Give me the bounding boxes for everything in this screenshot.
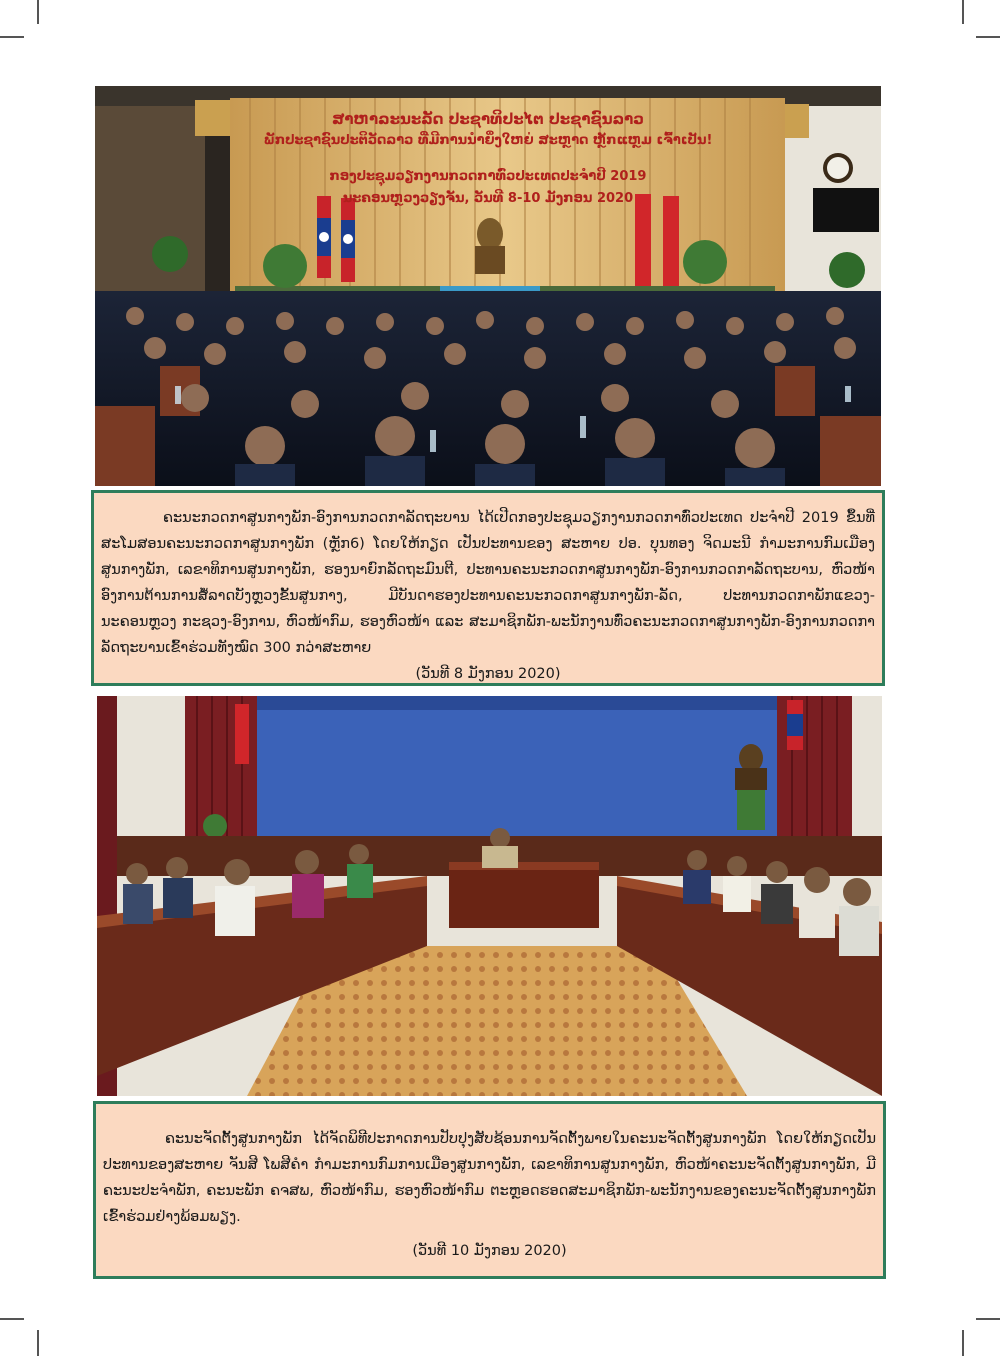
crop-mark-top-left-v xyxy=(37,0,39,24)
caption-box-1 xyxy=(91,490,885,686)
conference-hall-photo xyxy=(95,86,881,486)
crop-mark-bottom-right-h xyxy=(976,1318,1000,1320)
crop-mark-top-right-h xyxy=(976,36,1000,38)
banner-text xyxy=(95,108,881,210)
caption-box-2 xyxy=(93,1101,886,1279)
crop-mark-top-right-v xyxy=(962,0,964,24)
caption-1-text: ຄະນະກວດກາສູນກາງພັກ-ອົງການກວດກາລັດຖະບານ ໄດ້ເປີດກອງປະຊຸມວຽກງານກວດກາທົ່ວປະເທດ ປະຈຳປີ 2019 ຂຶ້ນທີ່ສະໂມສອນຄະນະກວດກາສູນກາງພັກ (ຫຼັກ6) ໂດຍໃຫ້ກຽດ ເປັນປະທານຂອງ ສະຫາຍ ປອ. ບຸນທອງ ຈິດມະນີ ກຳມະການກົມເມືອງສູນກາງພັກ, ເລຂາທິການສູນກາງພັກ, ຮອງນາຍົກລັດຖະມົນຕີ, ປະທານຄະນະກວດກາສູນກາງພັກ-ອົງການກວດກາລັດຖະບານ, ຫົວໜ້າອົງການຕ້ານການສໍ້ລາດບັງຫຼວງຂັ້ນສູນກາງ, ມີບັນດາຮອງປະທານຄະນະກວດກາສູນກາງພັກ-ລັດ, ປະທານກວດກາພັກແຂວງ-ນະຄອນຫຼວງ ກະຊວງ-ອົງການ, ຫົວໜ້າກົມ, ຮອງຫົວໜ້າ ແລະ ສະມາຊິກພັກ-ພະນັກງານທົ່ວຄະນະກວດກາສູນກາງພັກ-ອົງການກວດກາລັດຖະບານເຂົ້າຮ່ວມທັງໝົດ 300 ກວ່າສະຫາຍ xyxy=(101,510,875,656)
crop-mark-bottom-left-h xyxy=(0,1318,24,1320)
meeting-room-photo xyxy=(97,696,882,1096)
banner-line-4: ນະຄອນຫຼວງວຽງຈັນ, ວັນທີ 8-10 ມັງກອນ 2020 xyxy=(342,191,634,206)
crop-mark-bottom-right-v xyxy=(962,1330,964,1356)
caption-1-date: (ວັນທີ 8 ມັງກອນ 2020) xyxy=(415,666,561,682)
caption-2-date: (ວັນທີ 10 ມັງກອນ 2020) xyxy=(412,1243,567,1259)
banner-line-1: ສາຫາລະນະລັດ ປະຊາທິປະໄຕ ປະຊາຊົນລາວ xyxy=(332,110,644,128)
banner-line-3: ກອງປະຊຸມວຽກງານກວດກາທົ່ວປະເທດປະຈຳປີ 2019 xyxy=(329,169,647,184)
crop-mark-top-left-h xyxy=(0,36,24,38)
banner-line-2: ພັກປະຊາຊົນປະຕິວັດລາວ ທີ່ມີການນຳຍິ່ງໃຫຍ່ ສະຫຼາດ ຫຼັກແຫຼມ ເຈົ້າເປັນ! xyxy=(263,133,713,148)
caption-2-text: ຄະນະຈັດຕັ້ງສູນກາງພັກ ໄດ້ຈັດພິທີປະກາດການປັບປຸງສັບຊ້ອນການຈັດຕັ້ງພາຍໃນຄະນະຈັດຕັ້ງສູນກາງພັກ ໂດຍໃຫ້ກຽດເປັນປະທານຂອງສະຫາຍ ຈັນສີ ໂພສີຄຳ ກຳມະການກົມການເມືອງສູນກາງພັກ, ເລຂາທິການສູນກາງພັກ, ຫົວໜ້າຄະນະຈັດຕັ້ງສູນກາງພັກ, ມີຄະນະປະຈຳພັກ, ຄະນະພັກ ຄຈສພ, ຫົວໜ້າກົມ, ຮອງຫົວໜ້າກົມ ຕະຫຼອດຮອດສະມາຊິກພັກ-ພະນັກງານຂອງຄະນະຈັດຕັ້ງສູນກາງພັກເຂົ້າຮ່ວມຢ່າງພ້ອມພຽງ. xyxy=(103,1131,876,1225)
crop-mark-bottom-left-v xyxy=(37,1330,39,1356)
